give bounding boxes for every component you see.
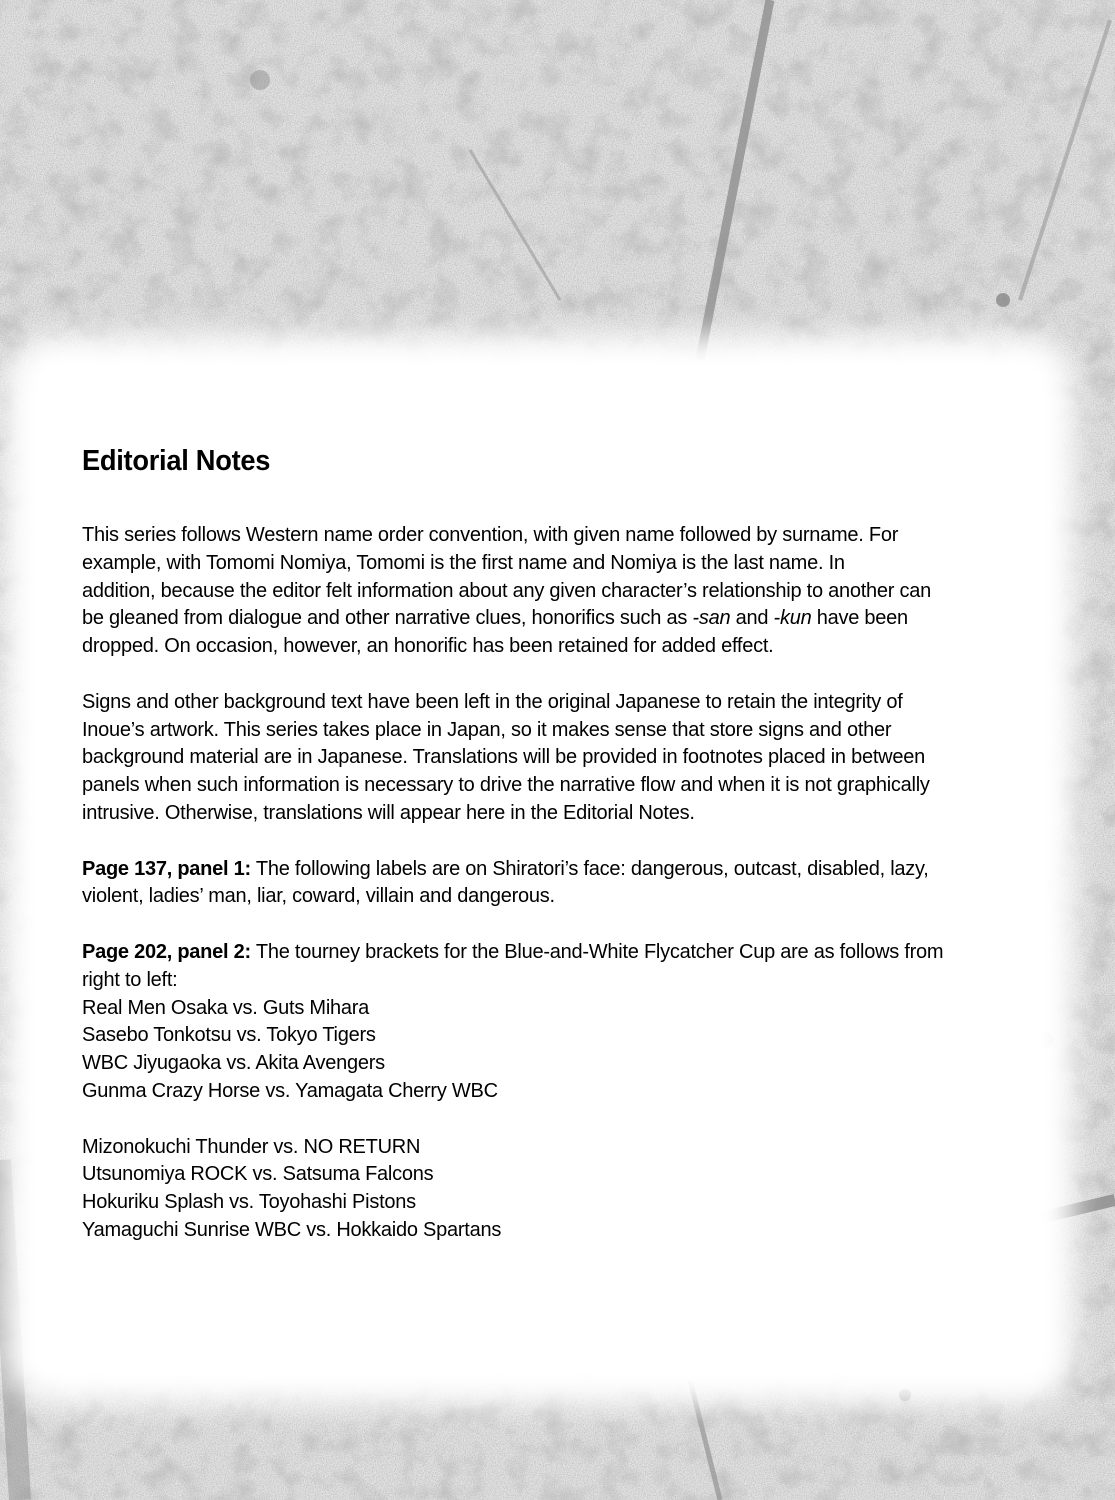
list-item: Utsunomiya ROCK vs. Satsuma Falcons bbox=[82, 1163, 434, 1186]
text-segment: and bbox=[730, 607, 774, 630]
text-line: Signs and other background text have been left in the original Japanese to retain the integrity of bbox=[82, 690, 903, 713]
note-page-137 bbox=[82, 856, 1002, 912]
list-item: Sasebo Tonkotsu vs. Tokyo Tigers bbox=[82, 1024, 376, 1047]
text-line: violent, ladies’ man, liar, coward, villain and dangerous. bbox=[82, 885, 555, 908]
note-label: Page 202, panel 2: bbox=[82, 940, 251, 963]
bracket-list-1 bbox=[82, 995, 1002, 1106]
paragraph-background-text bbox=[82, 689, 1002, 828]
text-line-honorifics bbox=[82, 605, 1002, 633]
text-line: background material are in Japanese. Translations will be provided in footnotes placed in between bbox=[82, 746, 925, 769]
text-line: Inoue’s artwork. This series takes place in Japan, so it makes sense that store signs and other bbox=[82, 718, 892, 741]
text-line: This series follows Western name order convention, with given name followed by surname. For bbox=[82, 524, 899, 546]
text-line: example, with Tomomi Nomiya, Tomomi is the first name and Nomiya is the last name. In bbox=[82, 551, 845, 574]
text-line: addition, because the editor felt information about any given character’s relationship to another can bbox=[82, 579, 932, 602]
list-item: WBC Jiyugaoka vs. Akita Avengers bbox=[82, 1052, 385, 1075]
note-text: The tourney brackets for the Blue-and-White Flycatcher Cup are as follows from bbox=[250, 940, 944, 963]
page-title: Editorial Notes bbox=[82, 445, 271, 477]
list-item: Mizonokuchi Thunder vs. NO RETURN bbox=[82, 1135, 421, 1158]
honorific-kun: -kun bbox=[773, 607, 812, 630]
note-label: Page 137, panel 1: bbox=[82, 857, 251, 880]
text-line: intrusive. Otherwise, translations will appear here in the Editorial Notes. bbox=[82, 801, 695, 824]
text-line: dropped. On occasion, however, an honorific has been retained for added effect. bbox=[82, 635, 774, 658]
honorific-san: -san bbox=[692, 607, 731, 630]
text-line: right to left: bbox=[82, 968, 178, 991]
note-page-202 bbox=[82, 939, 1002, 995]
list-item: Hokuriku Splash vs. Toyohashi Pistons bbox=[82, 1191, 416, 1214]
text-line: panels when such information is necessary to drive the narrative flow and when it is not graphically bbox=[82, 774, 930, 797]
text-segment: be gleaned from dialogue and other narrative clues, honorifics such as bbox=[82, 607, 693, 630]
paragraph-name-order bbox=[82, 522, 1002, 661]
list-item: Gunma Crazy Horse vs. Yamagata Cherry WBC bbox=[82, 1079, 498, 1102]
list-item: Yamaguchi Sunrise WBC vs. Hokkaido Spartans bbox=[82, 1218, 502, 1241]
bracket-list-2 bbox=[82, 1134, 1002, 1245]
text-line bbox=[82, 939, 1002, 967]
text-segment: have been bbox=[811, 607, 908, 630]
note-text: The following labels are on Shiratori’s face: dangerous, outcast, disabled, lazy, bbox=[250, 857, 929, 880]
list-item: Real Men Osaka vs. Guts Mihara bbox=[82, 996, 370, 1019]
text-line bbox=[82, 856, 1002, 884]
editorial-notes-content bbox=[82, 440, 1002, 1273]
